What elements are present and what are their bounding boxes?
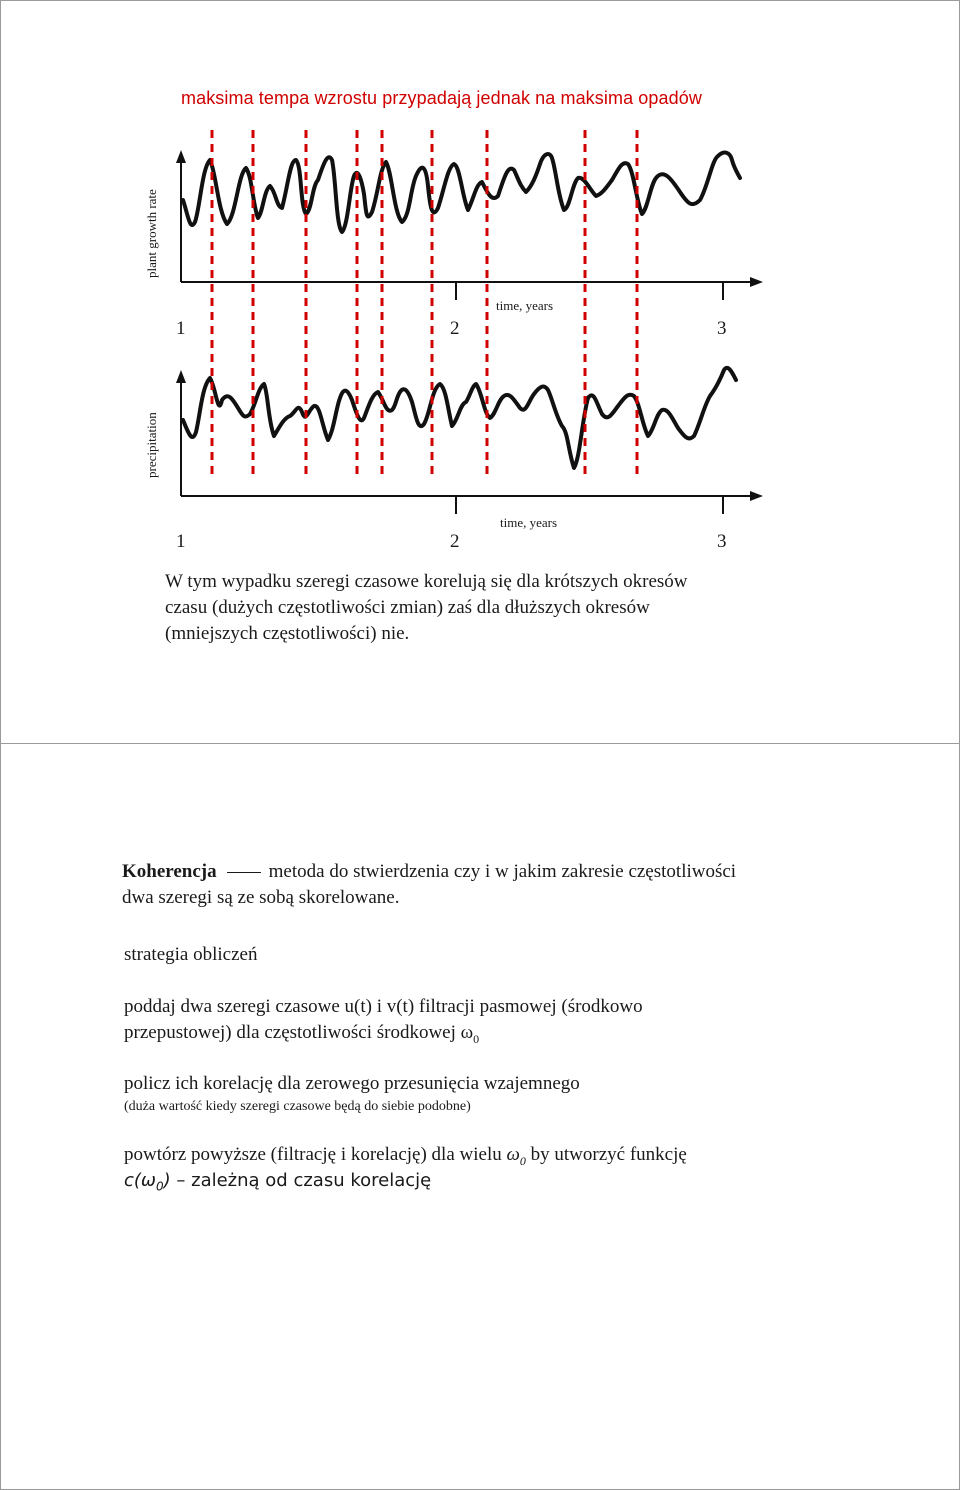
- bottom-x-label: time, years: [500, 515, 558, 530]
- caption-line-2: czasu (dużych częstotliwości zmian) zaś dla dłuższych okresów: [165, 597, 650, 618]
- function-sub: 0: [156, 1179, 164, 1194]
- definition-line-1: [122, 859, 822, 885]
- step-3-line-2: [124, 1170, 431, 1194]
- function-c: c(ω: [124, 1170, 156, 1191]
- plant-growth-curve: [183, 153, 740, 232]
- top-tick-label-3: 3: [717, 318, 727, 339]
- bottom-y-label: precipitation: [144, 412, 159, 478]
- top-tick-label-1: 1: [176, 318, 186, 339]
- top-x-arrow: [750, 277, 763, 287]
- definition-text-1: metoda do stwierdzenia czy i w jakim zakresie częstotliwości: [268, 861, 737, 882]
- bottom-y-arrow: [176, 370, 186, 383]
- top-chart: [144, 150, 763, 339]
- omega-symbol: ω: [506, 1144, 520, 1165]
- bottom-tick-label-2: 2: [450, 531, 460, 552]
- coherence-definition: [122, 859, 822, 911]
- em-dash: [227, 872, 261, 873]
- top-tick-label-2: 2: [450, 318, 460, 339]
- step-2-line-2: (duża wartość kiedy szeregi czasowe będą do siebie podobne): [124, 1099, 471, 1114]
- caption-line-3: (mniejszych częstotliwości) nie.: [165, 623, 410, 644]
- step-3-text-a: powtórz powyższe (filtrację i korelację) dla wielu: [124, 1144, 507, 1165]
- function-close: ): [163, 1170, 171, 1191]
- bottom-tick-label-1: 1: [176, 531, 186, 552]
- bottom-x-arrow: [750, 491, 763, 501]
- caption: [165, 569, 805, 647]
- strategy-heading: strategia obliczeń: [124, 944, 258, 965]
- top-y-arrow: [176, 150, 186, 163]
- step-1-line-2: [124, 1022, 479, 1047]
- slide-2-frame: [0, 743, 960, 1490]
- term-koherencja: Koherencja: [122, 861, 217, 882]
- step-3-text-b: by utworzyć funkcję: [525, 1144, 687, 1165]
- omega-sub: 0: [519, 1153, 526, 1168]
- bottom-tick-label-3: 3: [717, 531, 727, 552]
- step-3-line-1: [124, 1144, 687, 1169]
- top-x-label: time, years: [496, 298, 554, 313]
- step-1-text: przepustowej) dla częstotliwości środkowej ω: [124, 1022, 474, 1043]
- precipitation-curve: [183, 368, 736, 468]
- slide-title: maksima tempa wzrostu przypadają jednak na maksima opadów: [181, 88, 702, 108]
- omega-subscript: 0: [473, 1031, 480, 1046]
- top-y-label: plant growth rate: [144, 189, 159, 278]
- step-1-line-1: poddaj dwa szeregi czasowe u(t) i v(t) filtracji pasmowej (środkowo: [124, 996, 643, 1017]
- definition-line-2: dwa szeregi są ze sobą skorelowane.: [122, 887, 400, 908]
- bottom-chart: [144, 368, 763, 552]
- caption-line-1: W tym wypadku szeregi czasowe korelują się dla krótszych okresów: [165, 571, 688, 592]
- step-3-text-c: – zależną od czasu korelację: [170, 1170, 432, 1191]
- step-2-line-1: policz ich korelację dla zerowego przesunięcia wzajemnego: [124, 1073, 580, 1094]
